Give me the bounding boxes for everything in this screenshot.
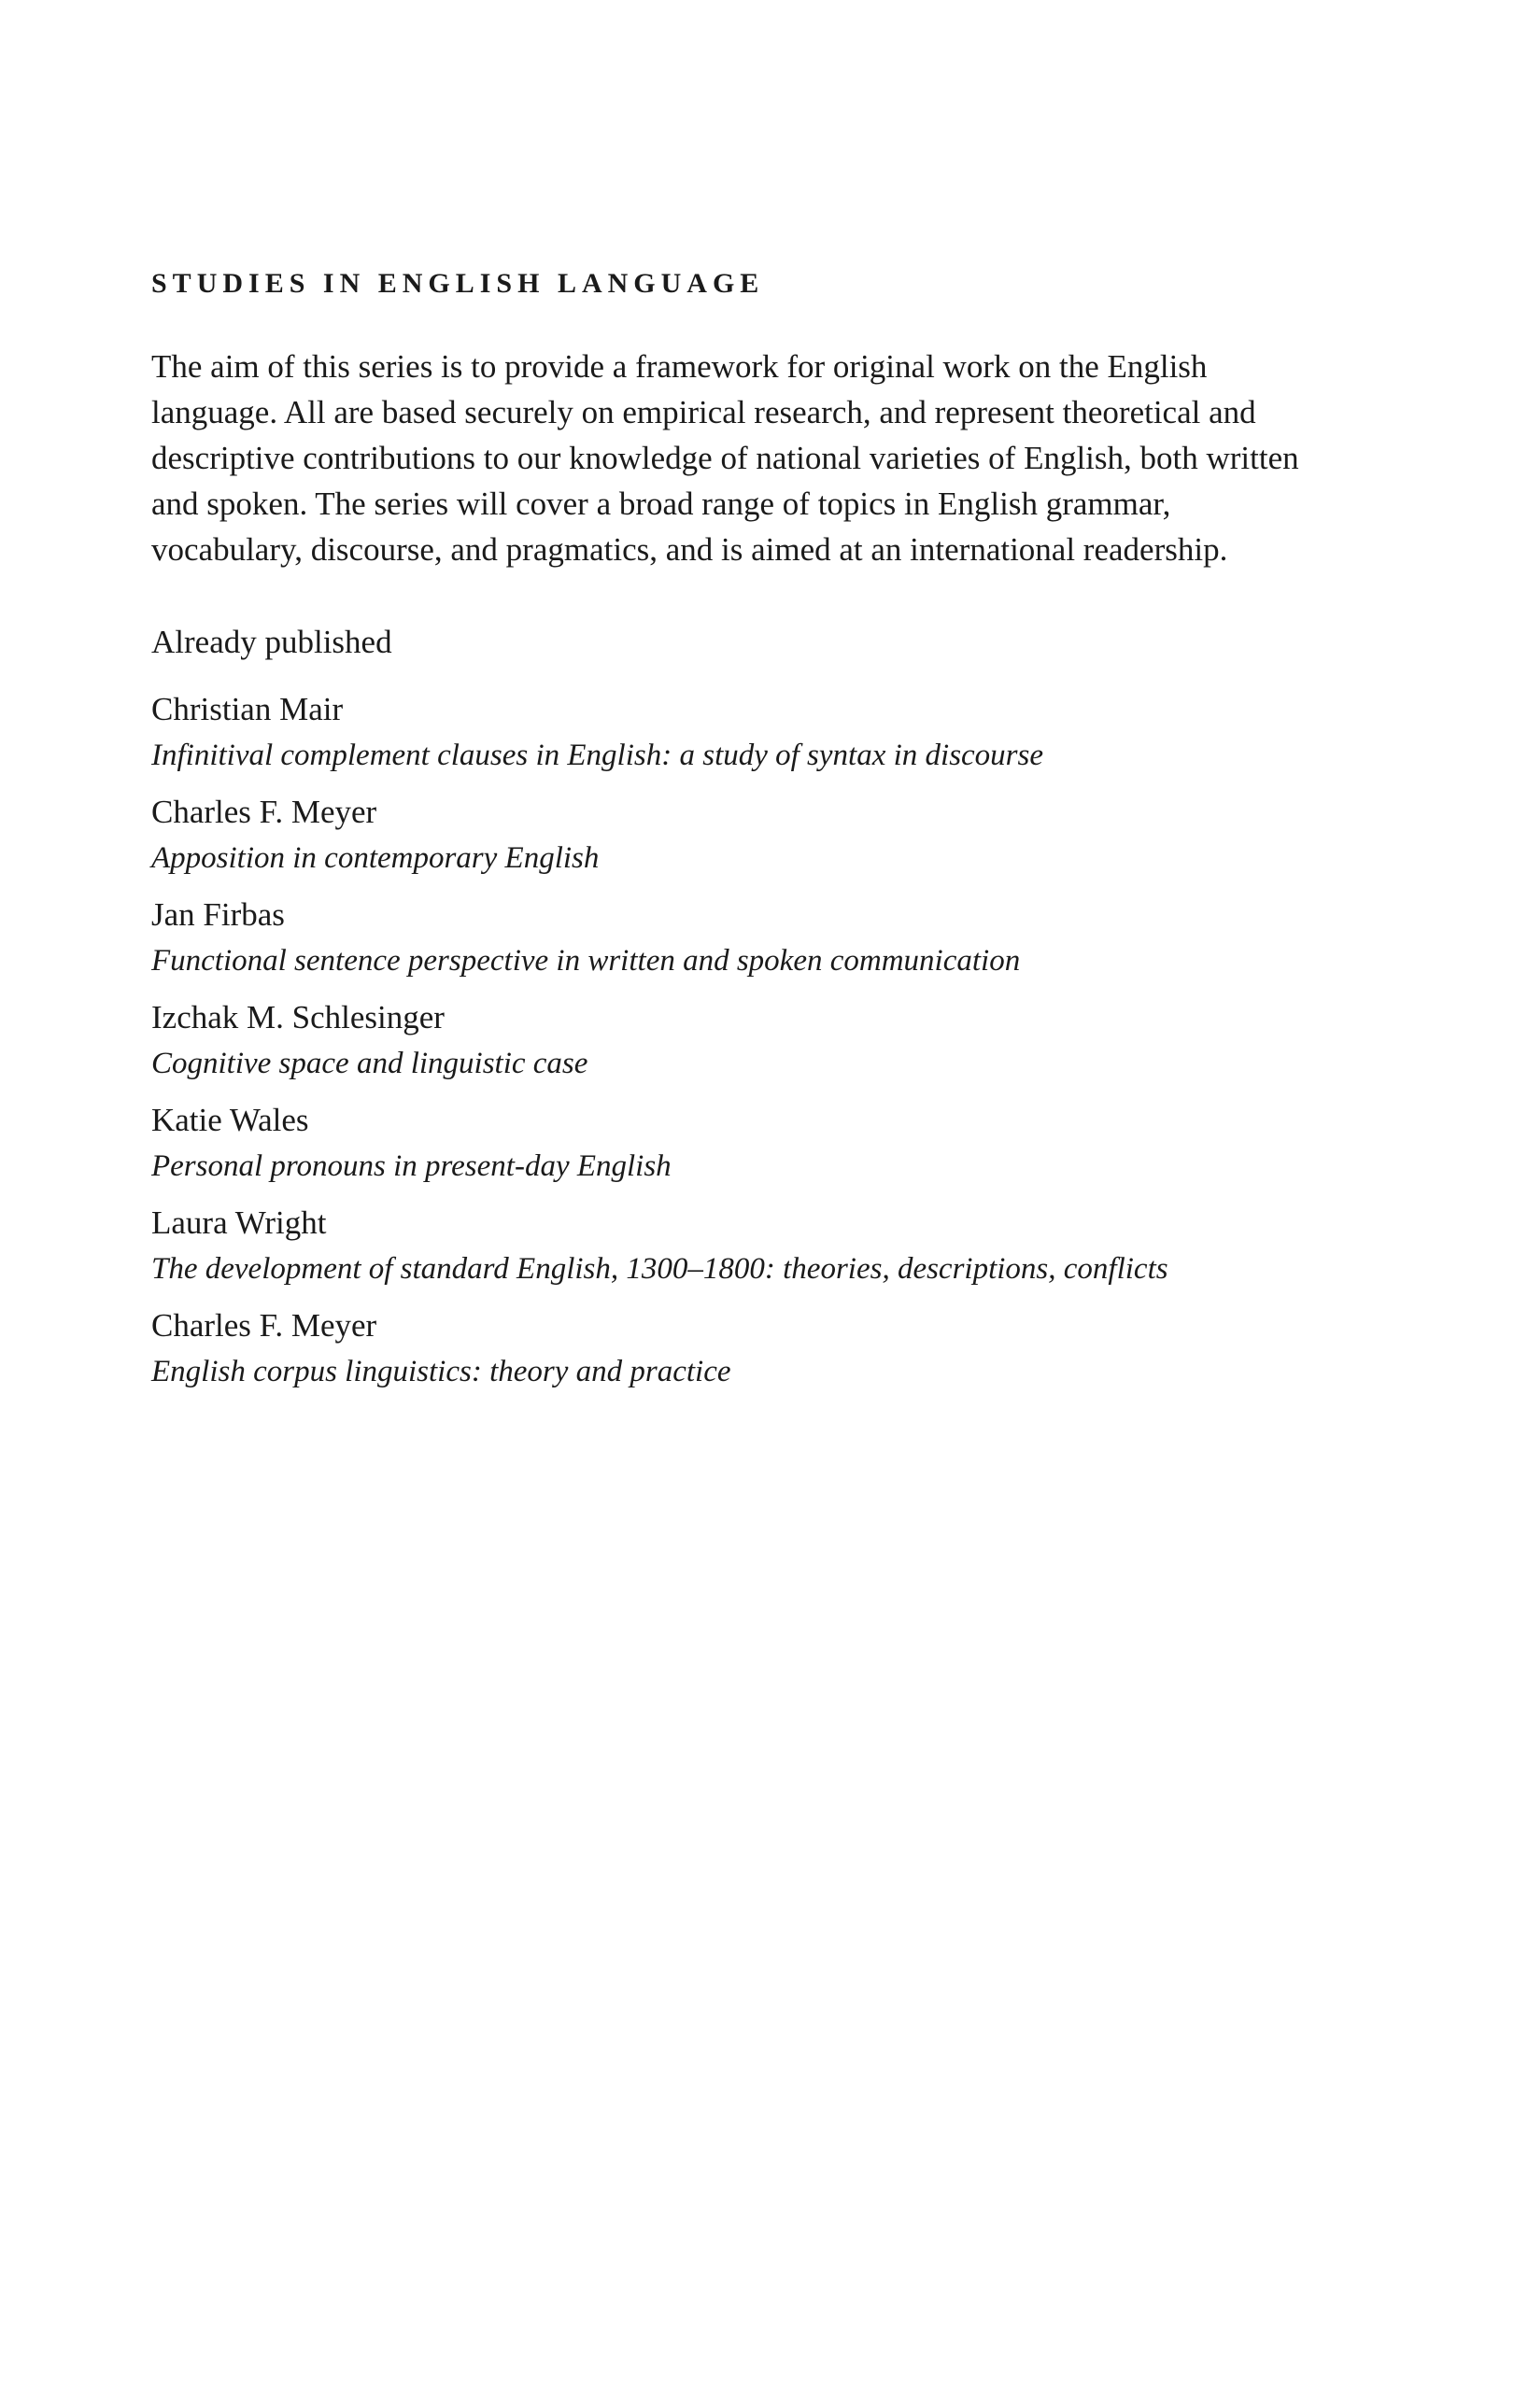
- entry-title: Apposition in contemporary English: [151, 841, 600, 875]
- entry-title: Cognitive space and linguistic case: [151, 1047, 588, 1080]
- entry-author: Charles F. Meyer: [151, 1307, 377, 1344]
- entry-title: Personal pronouns in present-day English: [151, 1149, 672, 1183]
- list-item: [151, 1199, 1365, 1291]
- series-description: The aim of this series is to provide a framework for original work on the English language. All are based securely on empirical research, and represent theoretical and descriptive contributions to our knowledge of national varieties of English, both written and spoken. The series will cover a broad range of topics in English grammar, vocabulary, discourse, and pragmatics, and is aimed at an international readership.: [151, 348, 1299, 568]
- series-page: [151, 267, 1365, 1404]
- entry-title: English corpus linguistics: theory and practice: [151, 1355, 731, 1388]
- list-item: [151, 1096, 1365, 1189]
- entry-title: Infinitival complement clauses in English: a study of syntax in discourse: [151, 739, 1044, 772]
- list-item: [151, 788, 1365, 880]
- list-item: [151, 993, 1365, 1086]
- entry-title: The development of standard English, 1300–1800: theories, descriptions, conflicts: [151, 1252, 1168, 1286]
- entry-author: Izchak M. Schlesinger: [151, 999, 445, 1035]
- series-title: STUDIES IN ENGLISH LANGUAGE: [151, 268, 765, 299]
- already-published-heading: Already published: [151, 624, 392, 660]
- list-item: [151, 1302, 1365, 1394]
- published-list: [151, 685, 1365, 1394]
- list-item: [151, 685, 1365, 778]
- entry-author: Charles F. Meyer: [151, 794, 377, 830]
- list-item: [151, 891, 1365, 983]
- entry-author: Laura Wright: [151, 1204, 327, 1241]
- entry-title: Functional sentence perspective in written and spoken communication: [151, 944, 1021, 978]
- entry-author: Katie Wales: [151, 1102, 309, 1138]
- entry-author: Christian Mair: [151, 691, 344, 727]
- entry-author: Jan Firbas: [151, 896, 285, 933]
